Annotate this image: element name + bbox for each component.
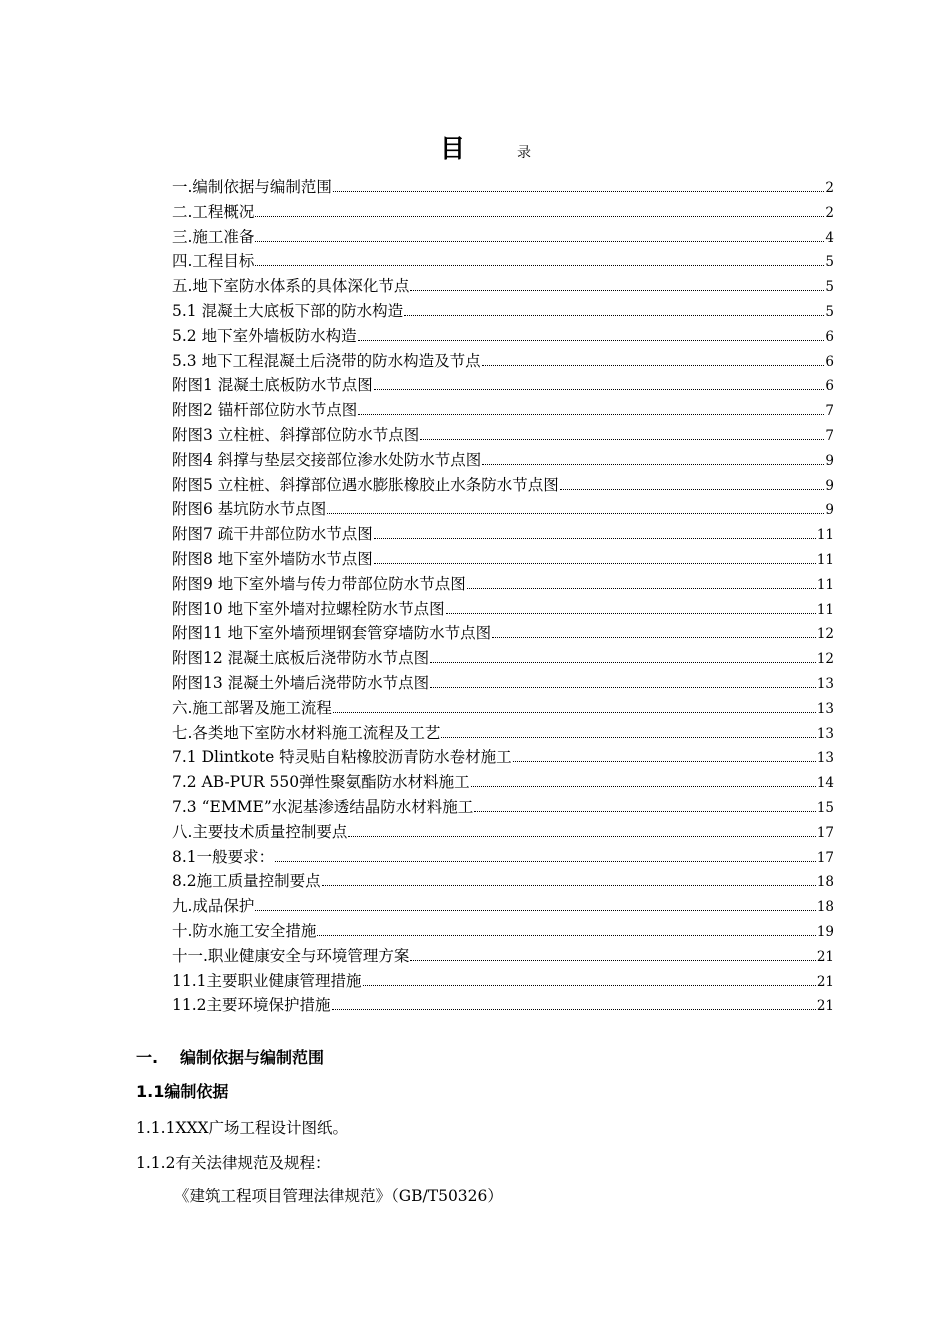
toc-entry-title: 7.3 “EMME”水泥基渗透结晶防水材料施工 xyxy=(172,797,474,816)
toc-entry[interactable] xyxy=(172,919,834,944)
toc-entry[interactable] xyxy=(172,572,834,597)
toc-leader-dots xyxy=(358,340,825,341)
toc-leader-dots xyxy=(560,489,825,490)
toc-entry[interactable] xyxy=(172,894,834,919)
toc-leader-dots xyxy=(492,637,816,638)
toc-entry-title: 九.成品保护 xyxy=(172,897,255,916)
toc-leader-dots xyxy=(446,613,816,614)
toc-entry[interactable] xyxy=(172,597,834,622)
toc-entry-title: 六.施工部署及施工流程 xyxy=(172,698,332,717)
toc-entry[interactable] xyxy=(172,423,834,448)
toc-entry[interactable] xyxy=(172,845,834,870)
section-number: 一. xyxy=(136,1048,159,1067)
toc-entry[interactable] xyxy=(172,820,834,845)
toc-entry-title: 8.2施工质量控制要点 xyxy=(172,872,321,891)
toc-leader-dots xyxy=(374,389,825,390)
toc-leader-dots xyxy=(410,290,824,291)
toc-entry-title: 八.主要技术质量控制要点 xyxy=(172,822,348,841)
toc-entry-page: 2 xyxy=(825,204,834,221)
toc-leader-dots xyxy=(374,538,816,539)
toc-entry-page: 17 xyxy=(816,824,834,841)
toc-entry-page: 11 xyxy=(816,576,834,593)
toc-entry-title: 附图8 地下室外墙防水节点图 xyxy=(172,549,373,568)
toc-entry-title: 11.2主要环境保护措施 xyxy=(172,996,331,1015)
toc-leader-dots xyxy=(420,439,824,440)
toc-leader-dots xyxy=(332,1009,816,1010)
toc-entry-page: 21 xyxy=(816,998,834,1015)
toc-leader-dots xyxy=(374,563,816,564)
toc-entry[interactable] xyxy=(172,225,834,250)
toc-entry[interactable] xyxy=(172,497,834,522)
toc-leader-dots xyxy=(482,365,825,366)
toc-entry-page: 7 xyxy=(825,427,834,444)
toc-entry[interactable] xyxy=(172,671,834,696)
toc-entry-page: 21 xyxy=(816,948,834,965)
toc-entry[interactable] xyxy=(172,646,834,671)
paragraph: 《建筑工程项目管理法律规范》（GB/T50326） xyxy=(174,1187,503,1205)
toc-entry[interactable] xyxy=(172,795,834,820)
toc-entry-page: 21 xyxy=(816,973,834,990)
toc-entry-page: 18 xyxy=(816,899,834,916)
toc-entry[interactable] xyxy=(172,969,834,994)
toc-entry-page: 7 xyxy=(825,403,834,420)
toc-entry-title: 5.3 地下工程混凝土后浇带的防水构造及节点 xyxy=(172,351,481,370)
toc-leader-dots xyxy=(333,191,824,192)
toc-entry-title: 三.施工准备 xyxy=(172,227,255,246)
toc-entry[interactable] xyxy=(172,373,834,398)
toc-heading-main: 目 xyxy=(440,134,466,163)
toc-entry[interactable] xyxy=(172,993,834,1018)
toc-entry-page: 9 xyxy=(825,477,834,494)
toc-entry-title: 11.1主要职业健康管理措施 xyxy=(172,971,362,990)
toc-leader-dots xyxy=(404,315,824,316)
toc-leader-dots xyxy=(474,811,816,812)
toc-entry-page: 9 xyxy=(825,452,834,469)
toc-entry-title: 5.1 混凝土大底板下部的防水构造 xyxy=(172,301,404,320)
subsection-heading: 1.1编制依据 xyxy=(136,1082,229,1101)
toc-entry-page: 17 xyxy=(816,849,834,866)
toc-entry-title: 附图11 地下室外墙预埋钢套管穿墙防水节点图 xyxy=(172,624,492,643)
section-title: 编制依据与编制范围 xyxy=(180,1048,325,1067)
toc-entry-page: 13 xyxy=(816,675,834,692)
toc-entry-title: 附图13 混凝土外墙后浇带防水节点图 xyxy=(172,673,430,692)
toc-entry-page: 13 xyxy=(816,700,834,717)
toc-entry-page: 12 xyxy=(816,626,834,643)
toc-heading-sub: 录 xyxy=(517,145,531,161)
paragraph: 1.1.1XXX广场工程设计图纸。 xyxy=(136,1119,349,1137)
toc-entry-title: 五.地下室防水体系的具体深化节点 xyxy=(172,277,410,296)
toc-entry-page: 6 xyxy=(825,353,834,370)
toc-heading xyxy=(0,133,950,167)
toc-entry-title: 一.编制依据与编制范围 xyxy=(172,178,332,196)
toc-leader-dots xyxy=(333,712,816,713)
toc-entry-title: 附图10 地下室外墙对拉螺栓防水节点图 xyxy=(172,599,445,618)
toc-entry-title: 附图4 斜撑与垫层交接部位渗水处防水节点图 xyxy=(172,450,482,469)
section-heading xyxy=(136,1045,324,1071)
toc-entry-title: 附图12 混凝土底板后浇带防水节点图 xyxy=(172,649,430,668)
toc-leader-dots xyxy=(317,935,815,936)
toc-entry[interactable] xyxy=(172,448,834,473)
toc-entry-page: 5 xyxy=(825,254,834,271)
toc-entry-title: 附图5 立柱桩、斜撑部位遇水膨胀橡胶止水条防水节点图 xyxy=(172,475,559,494)
toc-leader-dots xyxy=(322,885,816,886)
toc-entry[interactable] xyxy=(172,547,834,572)
toc-leader-dots xyxy=(327,513,824,514)
toc-entry-page: 11 xyxy=(816,601,834,618)
toc-entry-title: 附图7 疏干井部位防水节点图 xyxy=(172,525,373,544)
toc-leader-dots xyxy=(255,910,815,911)
paragraph: 1.1.2有关法律规范及规程： xyxy=(136,1154,331,1172)
toc-entry-title: 7.2 AB-PUR 550弹性聚氨酯防水材料施工 xyxy=(172,773,470,792)
toc-entry-title: 十一.职业健康安全与环境管理方案 xyxy=(172,946,410,965)
toc-entry-page: 13 xyxy=(816,725,834,742)
toc-entry[interactable] xyxy=(172,770,834,795)
toc-entry[interactable] xyxy=(172,175,834,200)
toc-entry[interactable] xyxy=(172,398,834,423)
toc-entry[interactable] xyxy=(172,274,834,299)
toc-entry[interactable] xyxy=(172,696,834,721)
toc-leader-dots xyxy=(482,464,824,465)
toc-entry-page: 19 xyxy=(816,923,834,940)
toc-entry-title: 四.工程目标 xyxy=(172,252,255,271)
toc-entry-page: 14 xyxy=(816,775,834,792)
toc-leader-dots xyxy=(471,786,816,787)
toc-entry-title: 附图1 混凝土底板防水节点图 xyxy=(172,376,373,395)
toc-entry-page: 6 xyxy=(825,328,834,345)
toc-entry-title: 附图3 立柱桩、斜撑部位防水节点图 xyxy=(172,425,420,444)
toc-entry-page: 15 xyxy=(816,799,834,816)
toc-leader-dots xyxy=(430,687,816,688)
toc-leader-dots xyxy=(275,861,816,862)
toc-entry[interactable] xyxy=(172,522,834,547)
toc-entry[interactable] xyxy=(172,944,834,969)
toc-entry-page: 12 xyxy=(816,651,834,668)
toc-entry-page: 2 xyxy=(825,180,834,196)
toc-leader-dots xyxy=(363,985,816,986)
toc-entry-title: 附图2 锚杆部位防水节点图 xyxy=(172,401,358,420)
toc-entry-title: 七.各类地下室防水材料施工流程及工艺 xyxy=(172,723,441,742)
toc-entry-page: 9 xyxy=(825,502,834,519)
toc-entry-page: 4 xyxy=(825,229,834,246)
toc-entry-title: 二.工程概况 xyxy=(172,202,255,221)
toc-entry[interactable] xyxy=(172,349,834,374)
toc-entry-title: 十.防水施工安全措施 xyxy=(172,921,317,940)
toc-entry[interactable] xyxy=(172,621,834,646)
toc-entry-page: 5 xyxy=(825,279,834,296)
toc-entry[interactable] xyxy=(172,299,834,324)
toc-leader-dots xyxy=(467,588,816,589)
toc-entry-page: 11 xyxy=(816,527,834,544)
toc-leader-dots xyxy=(410,960,815,961)
toc-entry[interactable] xyxy=(172,324,834,349)
toc-leader-dots xyxy=(255,265,824,266)
toc-leader-dots xyxy=(430,662,816,663)
toc-entry[interactable] xyxy=(172,721,834,746)
toc-entry[interactable] xyxy=(172,200,834,225)
toc-entry[interactable] xyxy=(172,869,834,894)
toc-entry-page: 18 xyxy=(816,874,834,891)
toc-entry[interactable] xyxy=(172,745,834,770)
toc-entry[interactable] xyxy=(172,473,834,498)
toc-leader-dots xyxy=(358,414,824,415)
toc-entry-title: 7.1 Dlintkote 特灵贴自粘橡胶沥青防水卷材施工 xyxy=(172,748,512,767)
toc-entry-title: 5.2 地下室外墙板防水构造 xyxy=(172,326,357,345)
toc-entry[interactable] xyxy=(172,249,834,274)
toc-leader-dots xyxy=(255,216,824,217)
toc-entry-page: 5 xyxy=(825,303,834,320)
toc-leader-dots xyxy=(255,241,824,242)
toc-entry-title: 附图9 地下室外墙与传力带部位防水节点图 xyxy=(172,574,466,593)
toc-entry-page: 13 xyxy=(816,750,834,767)
toc-entry-page: 6 xyxy=(825,378,834,395)
table-of-contents xyxy=(172,175,834,1018)
toc-leader-dots xyxy=(513,761,816,762)
toc-entry-page: 11 xyxy=(816,551,834,568)
toc-leader-dots xyxy=(348,836,815,837)
toc-leader-dots xyxy=(441,737,815,738)
toc-entry-title: 8.1一般要求： xyxy=(172,847,275,866)
toc-entry-title: 附图6 基坑防水节点图 xyxy=(172,500,327,519)
